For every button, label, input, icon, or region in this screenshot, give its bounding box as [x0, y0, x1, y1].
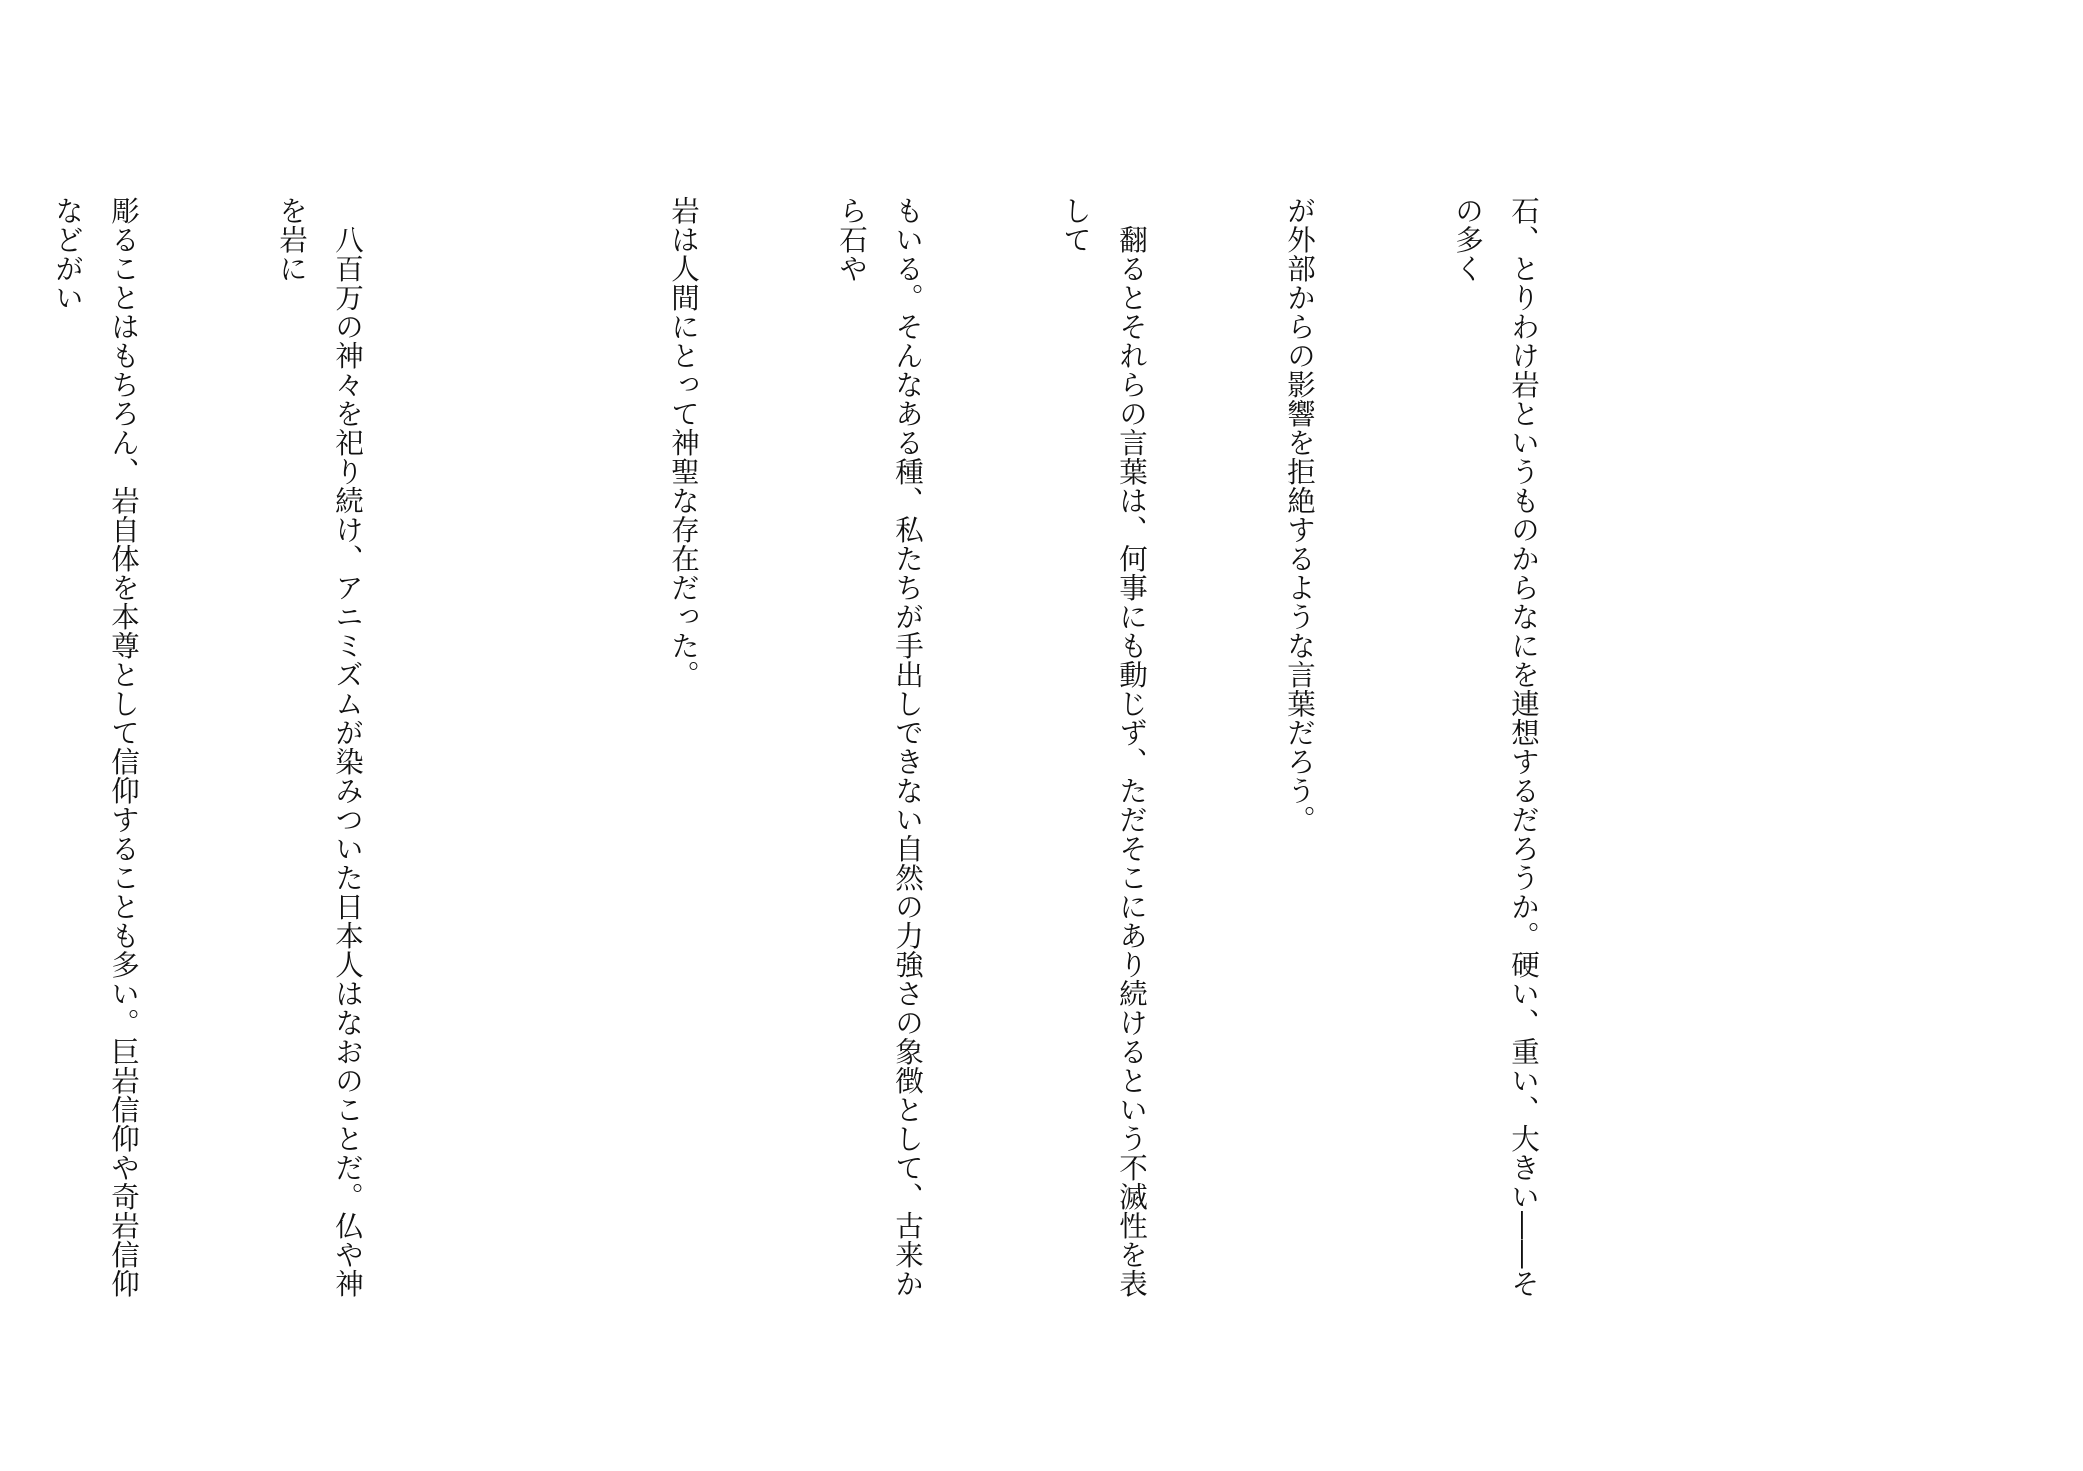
text-line: もいる。そんなある種、私たちが手出しできない自然の力強さの象徴として、古来から石や: [835, 196, 924, 1298]
text-line: 石、とりわけ岩というものからなにを連想するだろうか。硬い、重い、大きい――その多く: [1451, 196, 1540, 1298]
text-line: 岩は人間にとって神聖な存在だった。: [667, 196, 700, 689]
text-line: 彫ることはもちろん、岩自体を本尊として信仰することも多い。巨岩信仰や奇岩信仰などがい: [51, 196, 140, 1298]
text-line: 翻るとそれらの言葉は、何事にも動じず、ただそこにあり続けるという不滅性を表して: [1059, 196, 1148, 1298]
text-line: が外部からの影響を拒絶するような言葉だろう。: [1283, 196, 1316, 834]
vertical-text-body: [0, 196, 1663, 1326]
text-line: 八百万の神々を祀り続け、アニミズムが染みついた日本人はなおのことだ。仏や神を岩に: [275, 196, 364, 1298]
